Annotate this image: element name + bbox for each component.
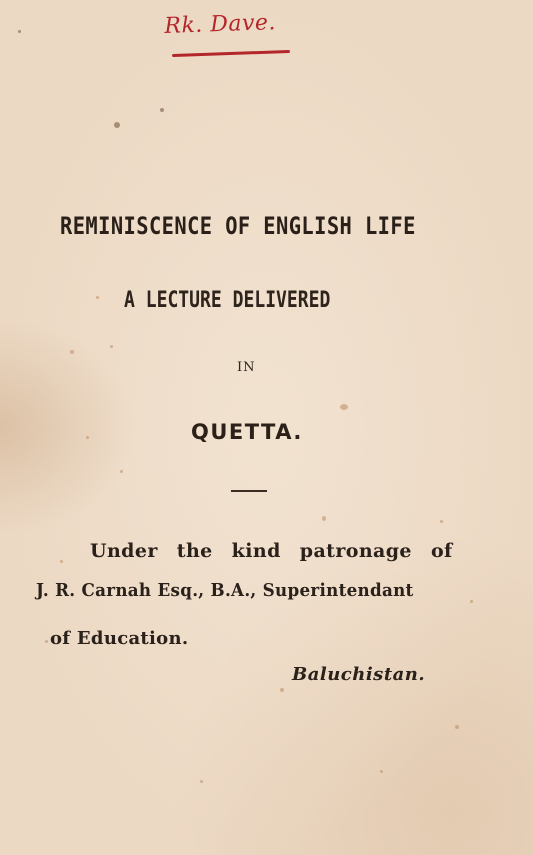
province-name: Baluchistan. bbox=[292, 664, 426, 685]
foxing-speck bbox=[96, 296, 99, 299]
foxing-speck bbox=[340, 404, 348, 410]
foxing-speck bbox=[110, 345, 113, 348]
divider-rule bbox=[231, 490, 267, 492]
handwritten-signature: Rk. Dave. bbox=[164, 10, 277, 39]
preposition-text: IN bbox=[237, 360, 256, 375]
book-title: REMINISCENCE OF ENGLISH LIFE bbox=[60, 212, 416, 240]
patronage-line-1: Under the kind patronage of bbox=[90, 540, 453, 562]
book-subtitle: A LECTURE DELIVERED bbox=[124, 288, 331, 313]
signature-underline bbox=[172, 50, 290, 57]
foxing-speck bbox=[160, 108, 164, 112]
foxing-speck bbox=[470, 600, 473, 603]
foxing-speck bbox=[280, 688, 284, 692]
place-name: QUETTA. bbox=[191, 420, 303, 444]
foxing-speck bbox=[380, 770, 383, 773]
foxing-speck bbox=[86, 436, 89, 439]
foxing-speck bbox=[322, 516, 326, 521]
foxing-speck bbox=[45, 640, 48, 643]
foxing-speck bbox=[440, 520, 443, 523]
foxing-speck bbox=[455, 725, 459, 729]
foxing-speck bbox=[114, 122, 120, 128]
foxing-speck bbox=[70, 350, 74, 354]
patronage-line-3: of Education. bbox=[50, 628, 189, 649]
patronage-line-2: J. R. Carnah Esq., B.A., Superintendant bbox=[36, 580, 414, 601]
foxing-speck bbox=[18, 30, 21, 33]
foxing-speck bbox=[200, 780, 203, 783]
foxing-speck bbox=[60, 560, 63, 563]
foxing-speck bbox=[120, 470, 123, 473]
